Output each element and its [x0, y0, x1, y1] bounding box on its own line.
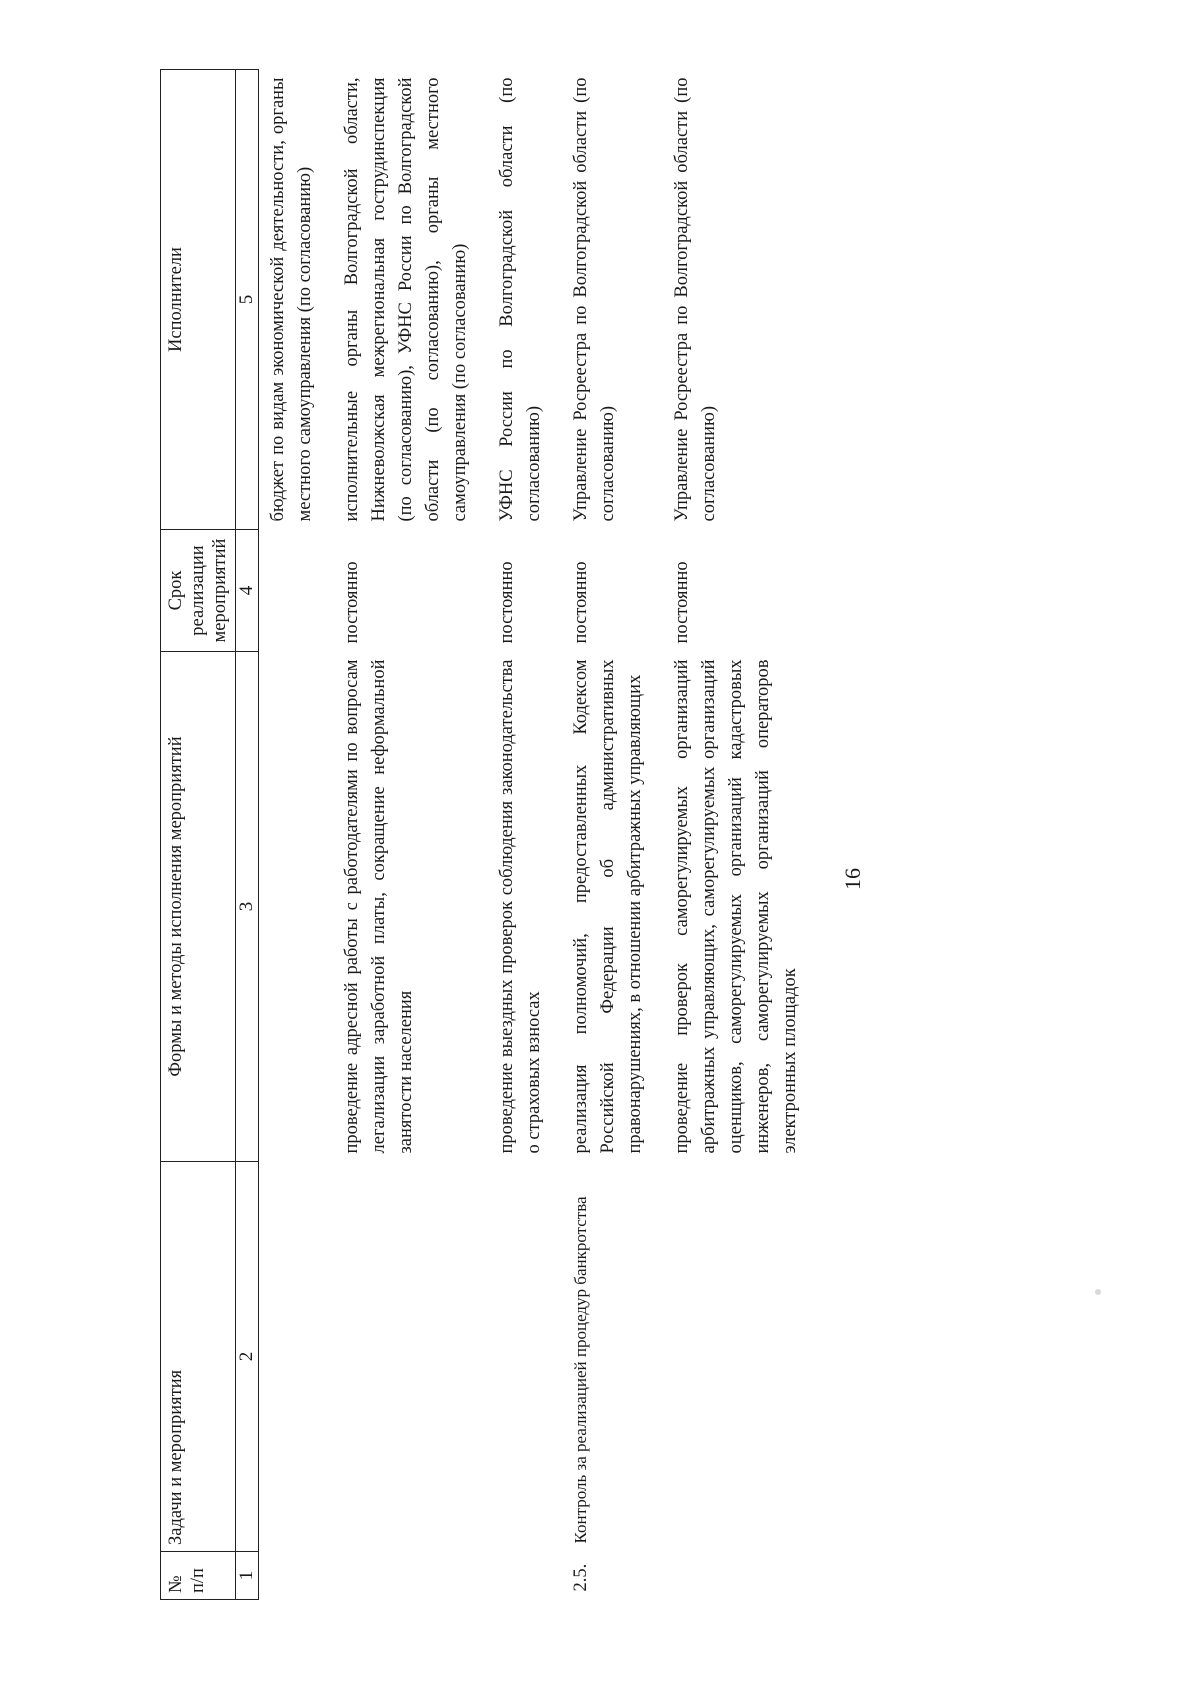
table-header-row	[161, 70, 236, 1600]
row-number: 2.5.	[571, 1563, 591, 1592]
row-task	[488, 1162, 562, 1552]
header-methods: Формы и методы исполнения мероприятий	[161, 652, 236, 1162]
row-method: проведение адресной работы с работодателями по вопросам легализации заработной платы, сокращение неформальной занятости населения	[342, 659, 416, 1154]
row-term	[259, 530, 334, 652]
table-row	[333, 70, 488, 1600]
row-term: постоянно	[672, 561, 692, 644]
row-number	[663, 1552, 818, 1600]
row-method: реализация полномочий, предоставленных Кодексом Российской Федерации об административных правонарушениях, в отношении арбитражных управляющих	[571, 659, 645, 1154]
measures-table	[160, 69, 818, 1600]
column-number: 3	[236, 652, 259, 1162]
row-task	[259, 1162, 334, 1552]
table-row	[488, 70, 562, 1600]
row-term: постоянно	[342, 561, 362, 644]
row-task	[663, 1162, 818, 1552]
row-term: постоянно	[571, 561, 591, 644]
row-executors: Управление Росреестра по Волгоградской области (по согласованию)	[672, 77, 719, 522]
row-executors: УФНС России по Волгоградской области (по согласованию)	[497, 77, 544, 522]
row-method	[259, 652, 334, 1162]
column-number: 1	[236, 1552, 259, 1600]
column-number-row	[236, 70, 259, 1600]
scan-speck	[1095, 1289, 1101, 1295]
row-executors: Управление Росреестра по Волгоградской области (по согласованию)	[571, 77, 618, 522]
row-executors: исполнительные органы Волгоградской области, Нижневолжская межрегиональная гострудинспекция (по согласованию), УФНС России по Волгоградской области (по согласованию), органы местного самоуправления (по согласованию)	[342, 77, 470, 522]
header-executors: Исполнители	[161, 70, 236, 530]
row-method: проведение выездных проверок соблюдения законодательства о страховых взносах	[497, 659, 544, 1154]
row-number	[488, 1552, 562, 1600]
header-number: № п/п	[161, 1552, 236, 1600]
header-term: Срок реализации мероприятий	[161, 530, 236, 652]
row-task	[333, 1162, 488, 1552]
header-tasks: Задачи и мероприятия	[161, 1162, 236, 1552]
row-term: постоянно	[497, 561, 517, 644]
row-executors: бюджет по видам экономической деятельности, органы местного самоуправления (по согласованию)	[268, 77, 315, 522]
row-method: проведение проверок саморегулируемых организаций арбитражных управляющих, саморегулируемых организаций оценщиков, саморегулируемых организаций кадастровых инженеров, саморегулируемых организаций операторов электронных площадок	[672, 659, 800, 1154]
page-number: 16	[840, 868, 865, 890]
table-row	[259, 70, 334, 1600]
column-number: 4	[236, 530, 259, 652]
column-number: 5	[236, 70, 259, 530]
table-row	[562, 70, 663, 1600]
row-task: Контроль за реализацией процедур банкротства	[571, 1196, 590, 1544]
column-number: 2	[236, 1162, 259, 1552]
row-number	[333, 1552, 488, 1600]
table-row	[663, 70, 818, 1600]
row-number	[259, 1552, 334, 1600]
